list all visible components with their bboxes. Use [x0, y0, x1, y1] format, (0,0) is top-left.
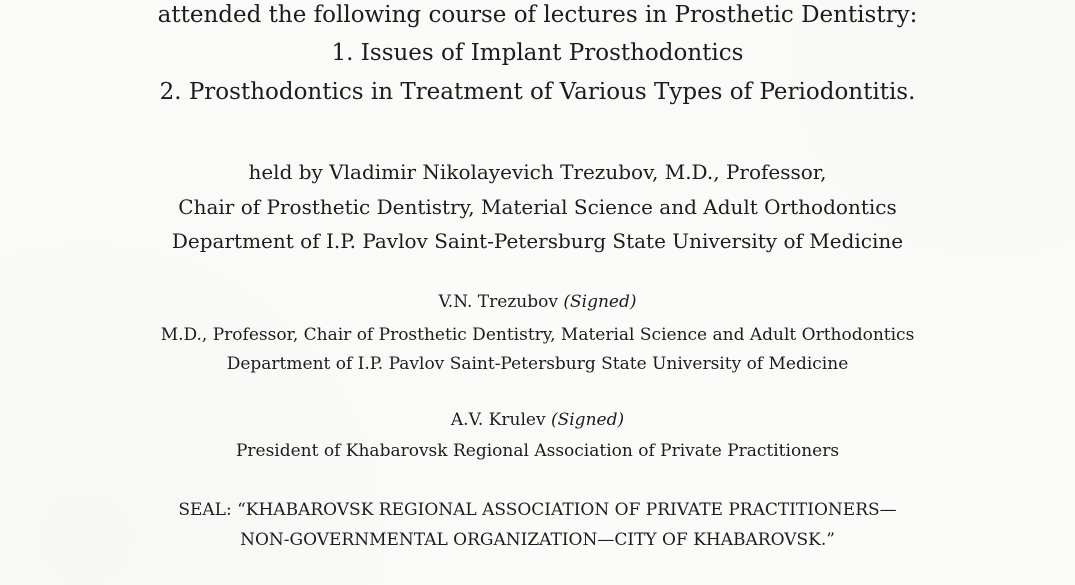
course-item-2: 2. Prosthodontics in Treatment of Various Types of Periodontitis. [159, 79, 916, 105]
signatory-2-name: A.V. Krulev [450, 410, 546, 430]
course-intro: attended the following course of lectures in Prosthetic Dentistry: [157, 2, 918, 28]
lecturer-line-3: Department of I.P. Pavlov Saint-Petersburg State University of Medicine [171, 229, 904, 253]
signatory-2-signed: (Signed) [550, 410, 625, 430]
signatory-2-title-line-1: President of Khabarovsk Regional Association of Private Practitioners [235, 441, 840, 461]
course-item-1: 1. Issues of Implant Prosthodontics [331, 40, 744, 66]
signatory-1-title-line-2: Department of I.P. Pavlov Saint-Petersburg State University of Medicine [226, 354, 849, 374]
seal-line-2: NON-GOVERNMENTAL ORGANIZATION—CITY OF KHABAROVSK.” [240, 530, 835, 550]
signatory-1-signed: (Signed) [563, 292, 637, 312]
lecturer-line-2: Chair of Prosthetic Dentistry, Material Science and Adult Orthodontics [178, 195, 897, 219]
signatory-2-name-line [0, 410, 1075, 430]
lecturer-line-1: held by Vladimir Nikolayevich Trezubov, M.D., Professor, [248, 160, 827, 184]
signatory-1-name-line [0, 292, 1075, 312]
signatory-1-name: V.N. Trezubov [438, 292, 558, 312]
seal-line-1: SEAL: “KHABAROVSK REGIONAL ASSOCIATION OF PRIVATE PRACTITIONERS— [178, 500, 897, 520]
signatory-1-title-line-1: M.D., Professor, Chair of Prosthetic Dentistry, Material Science and Adult Orthodontics [160, 325, 915, 345]
